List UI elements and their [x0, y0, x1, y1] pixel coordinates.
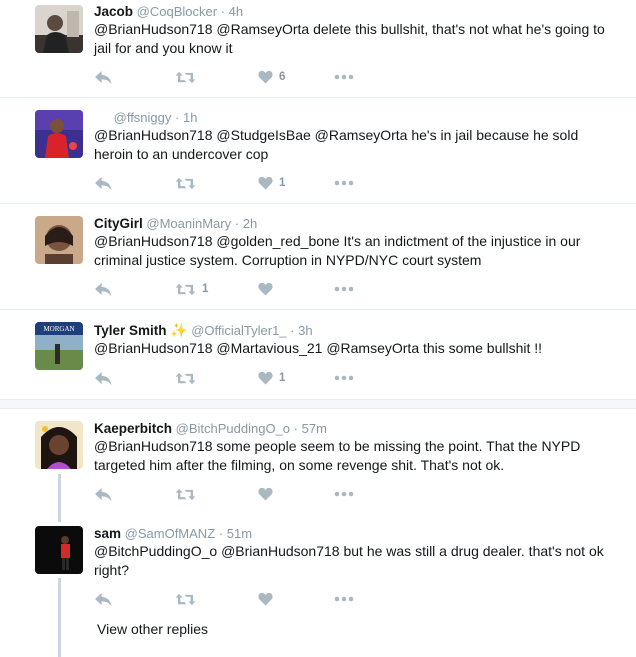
more-icon	[334, 180, 354, 186]
retweet-count: 1	[202, 283, 209, 295]
heart-icon	[258, 592, 273, 606]
tweet-header	[94, 110, 197, 126]
like-count: 6	[279, 71, 286, 83]
reply-icon	[94, 371, 113, 386]
like-button[interactable]	[258, 280, 279, 298]
heart-icon	[258, 70, 273, 84]
avatar-image	[35, 526, 83, 574]
tweet-text: @BrianHudson718 some people seem to be missing the point. That the NYPD targeted him after the filming, on some revenge shit. That's not ok.	[94, 438, 581, 473]
tweet-header	[94, 322, 313, 339]
user-handle[interactable]: @MoaninMary	[146, 216, 232, 231]
like-button[interactable]	[258, 174, 285, 192]
like-button[interactable]	[258, 369, 285, 387]
reply-button[interactable]	[94, 68, 113, 86]
like-button[interactable]	[258, 68, 285, 86]
separator-dot: ·	[290, 323, 295, 338]
retweet-button[interactable]	[175, 485, 202, 503]
heart-icon	[258, 371, 273, 385]
avatar[interactable]	[35, 421, 83, 469]
avatar-text: MORGAN	[43, 325, 75, 333]
more-button[interactable]	[334, 68, 354, 86]
display-name[interactable]: Jacob	[94, 4, 134, 19]
tweet-text: @BitchPuddingO_o @BrianHudson718 but he was still a drug dealer. that's not ok right?	[94, 543, 604, 578]
tweet-3[interactable]	[0, 204, 636, 310]
avatar-image	[35, 421, 83, 469]
tweet-1[interactable]	[0, 0, 636, 98]
separator-dot: ·	[234, 216, 240, 231]
conversation-separator	[0, 399, 636, 409]
reply-icon	[94, 487, 113, 502]
tweet-text: @BrianHudson718 @golden_red_bone It's an indictment of the injustice in our criminal justice system. Corruption in NYPD/NYC court system	[94, 233, 581, 268]
tweet-text: @BrianHudson718 @Martavious_21 @RamseyOrta this some bullshit !!	[94, 340, 543, 356]
tweet-header	[94, 421, 327, 437]
retweet-button[interactable]	[175, 68, 202, 86]
avatar-image	[35, 322, 83, 370]
more-icon	[334, 286, 354, 292]
retweet-button[interactable]	[175, 280, 208, 298]
more-icon	[334, 74, 354, 80]
avatar-image	[35, 5, 83, 53]
avatar-image	[35, 216, 83, 264]
display-name[interactable]: Kaeperbitch	[94, 421, 173, 436]
reply-button[interactable]	[94, 369, 113, 387]
separator-dot: ·	[220, 4, 226, 19]
tweet-4[interactable]	[0, 310, 636, 399]
sparkles-icon: ✨	[170, 322, 188, 338]
tweet-header	[94, 526, 252, 542]
more-icon	[334, 375, 354, 381]
retweet-button[interactable]	[175, 590, 202, 608]
like-count: 1	[279, 372, 286, 384]
separator-dot: ·	[175, 110, 180, 125]
tweet-actions	[94, 174, 394, 192]
retweet-button[interactable]	[175, 174, 202, 192]
view-other-replies-link[interactable]: View other replies	[97, 621, 209, 637]
more-button[interactable]	[334, 590, 354, 608]
avatar[interactable]	[35, 216, 83, 264]
reply-icon	[94, 70, 113, 85]
retweet-button[interactable]	[175, 369, 202, 387]
timestamp[interactable]: 4h	[228, 4, 244, 19]
avatar[interactable]	[35, 110, 83, 158]
separator-dot: ·	[293, 421, 299, 436]
avatar[interactable]	[35, 526, 83, 574]
more-button[interactable]	[334, 280, 354, 298]
user-handle[interactable]: @BitchPuddingO_o	[175, 421, 291, 436]
tweet-actions	[94, 68, 394, 86]
reply-icon	[94, 592, 113, 607]
more-button[interactable]	[334, 174, 354, 192]
reply-icon	[94, 282, 113, 297]
timestamp[interactable]: 57m	[301, 421, 327, 436]
tweet-5[interactable]	[0, 410, 636, 515]
retweet-icon	[175, 176, 196, 191]
timestamp[interactable]: 2h	[242, 216, 258, 231]
avatar[interactable]	[35, 5, 83, 53]
avatar[interactable]	[35, 322, 83, 370]
tweet-2[interactable]	[0, 98, 636, 204]
reply-button[interactable]	[94, 174, 113, 192]
like-button[interactable]	[258, 485, 279, 503]
timestamp[interactable]: 3h	[298, 323, 313, 338]
like-button[interactable]	[258, 590, 279, 608]
heart-icon	[258, 176, 273, 190]
reply-button[interactable]	[94, 280, 113, 298]
more-button[interactable]	[334, 485, 354, 503]
retweet-icon	[175, 282, 196, 297]
display-name[interactable]: CityGirl	[94, 216, 143, 231]
tweet-text: @BrianHudson718 @StudgeIsBae @RamseyOrta he's in jail because he sold heroin to an undercover cop	[94, 127, 579, 162]
display-name[interactable]: Tyler Smith	[94, 323, 167, 338]
heart-icon	[258, 487, 273, 501]
reply-button[interactable]	[94, 590, 113, 608]
more-icon	[334, 491, 354, 497]
tweet-text: @BrianHudson718 @RamseyOrta delete this bullshit, that's not what he's going to jail for and you know it	[94, 21, 605, 56]
separator-dot: ·	[218, 526, 224, 541]
tweet-actions	[94, 590, 394, 608]
user-handle[interactable]: @CoqBlocker	[136, 4, 218, 19]
retweet-icon	[175, 592, 196, 607]
more-icon	[334, 596, 354, 602]
tweet-header	[94, 4, 243, 20]
user-handle[interactable]: @OfficialTyler1_	[191, 323, 287, 338]
tweet-actions	[94, 280, 394, 298]
like-count: 1	[279, 177, 286, 189]
retweet-icon	[175, 371, 196, 386]
retweet-icon	[175, 487, 196, 502]
tweet-header	[94, 216, 257, 232]
display-name[interactable]: sam	[94, 526, 122, 541]
tweet-actions	[94, 485, 394, 503]
tweet-6[interactable]	[0, 515, 636, 615]
tweet-actions	[94, 369, 394, 387]
user-handle[interactable]: @ffsniggy	[113, 110, 172, 125]
timestamp[interactable]: 1h	[182, 110, 198, 125]
user-handle[interactable]: @SamOfMANZ	[124, 526, 216, 541]
avatar-image	[35, 110, 83, 158]
reply-icon	[94, 176, 113, 191]
reply-button[interactable]	[94, 485, 113, 503]
retweet-icon	[175, 70, 196, 85]
timestamp[interactable]: 51m	[226, 526, 253, 541]
more-button[interactable]	[334, 369, 354, 387]
heart-icon	[258, 282, 273, 296]
